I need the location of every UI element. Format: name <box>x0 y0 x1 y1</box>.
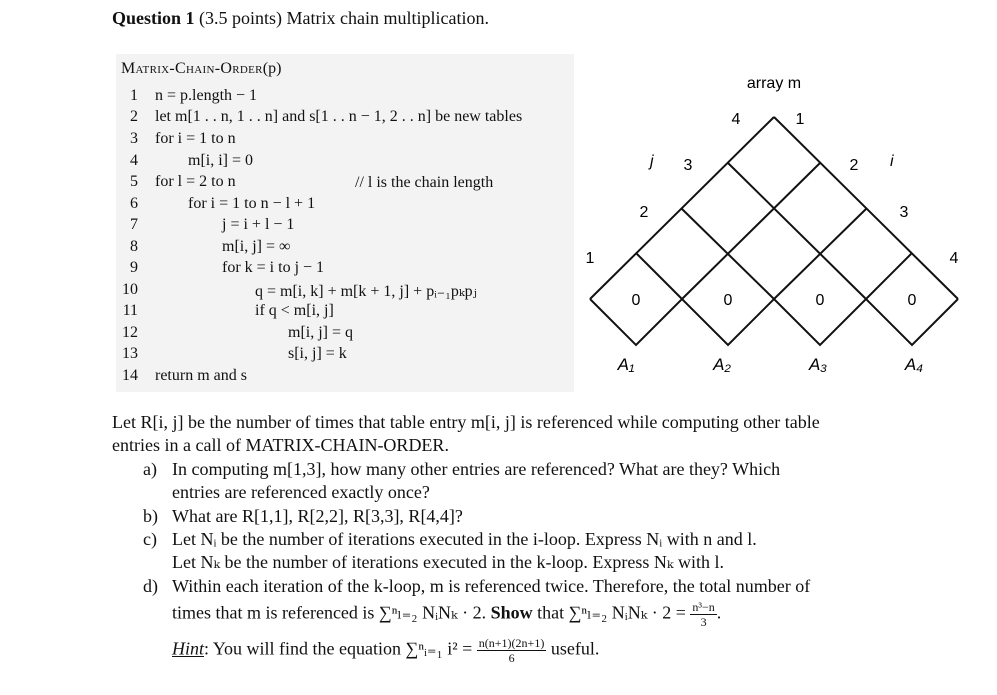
algorithm-comment: // l is the chain length <box>355 174 494 191</box>
intro-line-2: entries in a call of MATRIX-CHAIN-ORDER. <box>112 435 449 455</box>
algorithm-line-number: 8 <box>130 238 138 255</box>
algorithm-line-text: m[i, j] = ∞ <box>222 238 291 255</box>
algorithm-line-text: j = i + l − 1 <box>222 216 295 233</box>
item-d-frac-num: n³−n <box>692 600 715 614</box>
j-tick: 3 <box>683 157 693 174</box>
item-a-label: a) <box>143 459 157 479</box>
grid-line <box>636 253 682 299</box>
j-tick: 4 <box>731 111 741 128</box>
array-m-diagram <box>580 60 980 390</box>
algorithm-line-text: for i = 1 to n − l + 1 <box>188 195 316 212</box>
matrix-label: A₁ <box>617 355 635 374</box>
j-tick: 2 <box>639 204 649 221</box>
diagram-grid <box>590 117 958 345</box>
algorithm-line-number: 14 <box>122 367 138 384</box>
diag-cell-value: 0 <box>631 292 641 309</box>
item-d-fraction <box>690 600 716 629</box>
diag-cell-value: 0 <box>815 292 825 309</box>
question-title <box>112 8 489 29</box>
hint-line <box>172 636 599 665</box>
item-a-line-1: In computing m[1,3], how many other entries are referenced? What are they? Which <box>172 459 781 479</box>
item-c-line-1: Let Nᵢ be the number of iterations executed in the i-loop. Express Nᵢ with n and l. <box>172 529 757 549</box>
algorithm-line-number: 2 <box>130 108 138 125</box>
item-d-text-a: times that m is referenced is ∑ⁿₗ₌₂ NᵢNₖ · 2. <box>172 602 491 623</box>
algorithm-line-number: 6 <box>130 195 138 212</box>
hint-frac-num: n(n+1)(2n+1) <box>478 636 545 650</box>
algorithm-line-text: if q < m[i, j] <box>255 302 334 319</box>
grid-bottom <box>590 299 958 345</box>
item-b-label: b) <box>143 506 158 526</box>
algorithm-line-number: 1 <box>130 87 138 104</box>
question-topic: Matrix chain multiplication. <box>286 8 489 28</box>
i-tick: 1 <box>795 111 805 128</box>
hint-text-b: useful. <box>546 638 600 659</box>
item-d-label: d) <box>143 576 158 596</box>
algorithm-line-number: 10 <box>122 281 138 298</box>
algorithm-line-text: m[i, i] = 0 <box>188 152 254 169</box>
matrix-label: A₂ <box>713 355 731 374</box>
algorithm-line-text: s[i, j] = k <box>288 345 347 362</box>
matrix-label: A₃ <box>808 355 828 374</box>
algorithm-line-number: 9 <box>130 259 138 276</box>
item-d-frac-den: 3 <box>700 615 707 629</box>
algorithm-title <box>121 60 281 78</box>
item-d-text-c: that ∑ⁿₗ₌₂ NᵢNₖ · 2 = <box>532 602 691 623</box>
item-a-line-2: entries are referenced exactly once? <box>172 482 430 502</box>
hint-fraction <box>477 636 547 665</box>
item-d-line-2 <box>172 600 721 629</box>
algorithm-line-number: 13 <box>122 345 138 362</box>
i-axis-label: i <box>890 153 894 170</box>
item-d-text-d: . <box>716 602 722 623</box>
algorithm-line-text: for l = 2 to n <box>155 173 236 190</box>
item-b-line-1: What are R[1,1], R[2,2], R[3,3], R[4,4]? <box>172 506 463 526</box>
intro-line-1: Let R[i, j] be the number of times that table entry m[i, j] is referenced while computing other table <box>112 412 820 432</box>
diagram-title <box>747 75 801 92</box>
algorithm-line-text: for k = i to j − 1 <box>222 259 325 276</box>
matrix-label: A₄ <box>904 355 924 374</box>
diag-cell-value: 0 <box>723 292 733 309</box>
i-tick: 2 <box>849 157 859 174</box>
question-points: (3.5 points) <box>199 8 283 28</box>
algorithm-line-text: m[i, j] = q <box>288 324 354 341</box>
algorithm-line-text: n = p.length − 1 <box>155 87 258 104</box>
diag-cell-value: 0 <box>907 292 917 309</box>
question-label: Question 1 <box>112 8 195 28</box>
algorithm-line-number: 7 <box>130 216 138 233</box>
algorithm-line-text: for i = 1 to n <box>155 130 236 147</box>
grid-line <box>682 163 820 299</box>
item-c-line-2: Let Nₖ be the number of iterations executed in the k-loop. Express Nₖ with l. <box>172 552 724 572</box>
item-d-line-1: Within each iteration of the k-loop, m is referenced twice. Therefore, the total number of <box>172 576 811 596</box>
algorithm-line-number: 5 <box>130 173 138 190</box>
hint-text-a: : You will find the equation ∑ⁿᵢ₌₁ i² = <box>204 638 477 659</box>
grid-line <box>728 163 866 299</box>
i-tick: 3 <box>899 204 909 221</box>
algorithm-param: (p) <box>262 60 282 77</box>
algorithm-line-number: 3 <box>130 130 138 147</box>
algorithm-line-number: 11 <box>122 302 138 319</box>
algorithm-line-number: 4 <box>130 152 138 169</box>
item-d-show: Show <box>490 602 533 623</box>
algorithm-line-text: let m[1 . . n, 1 . . n] and s[1 . . n − 1, 2 . . n] be new tables <box>155 108 523 125</box>
algorithm-name: Matrix-Chain-Order <box>121 60 263 77</box>
algorithm-line-text: q = m[i, k] + m[k + 1, j] + pᵢ₋₁pₖpⱼ <box>255 283 477 300</box>
hint-label: Hint <box>172 638 205 659</box>
hint-frac-den: 6 <box>508 651 515 665</box>
j-tick: 1 <box>585 250 595 267</box>
grid-line <box>866 253 912 299</box>
i-tick: 4 <box>949 250 959 267</box>
item-c-label: c) <box>143 529 157 549</box>
algorithm-line-number: 12 <box>122 324 138 341</box>
diagram-title-text: array m <box>746 75 802 92</box>
algorithm-line-text: return m and s <box>155 367 247 384</box>
j-axis-label: j <box>650 153 654 170</box>
